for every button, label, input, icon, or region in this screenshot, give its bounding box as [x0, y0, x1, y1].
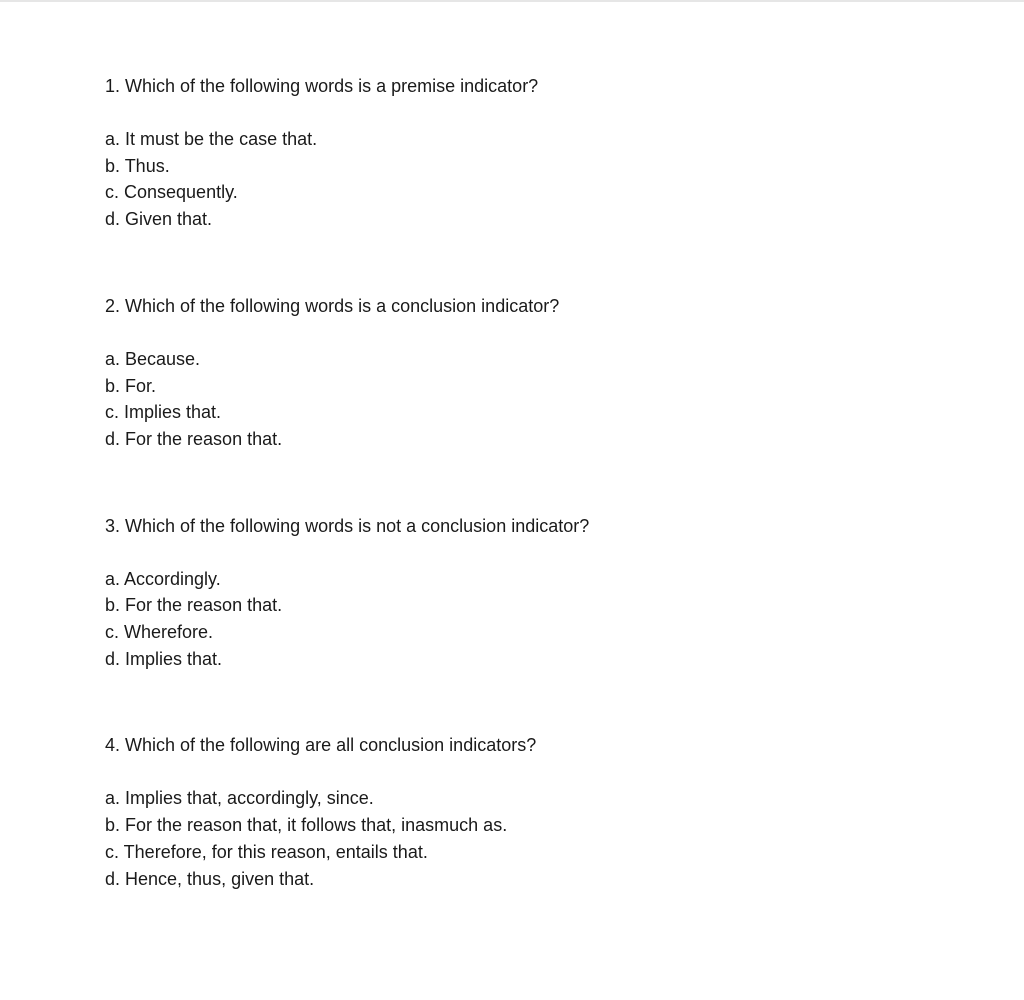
- question-text: 2. Which of the following words is a conclusion indicator?: [105, 295, 560, 316]
- answer-options: [105, 785, 985, 892]
- question-3: [105, 513, 985, 673]
- answer-options: [105, 566, 985, 673]
- option-d: d. Hence, thus, given that.: [105, 868, 315, 889]
- option-a: a. Because.: [105, 348, 201, 369]
- option-c: c. Wherefore.: [105, 622, 214, 643]
- answer-options: [105, 346, 985, 453]
- option-a: a. Implies that, accordingly, since.: [105, 788, 374, 809]
- question-2: [105, 293, 985, 453]
- option-d: d. Given that.: [105, 209, 213, 230]
- option-b: b. For the reason that, it follows that, inasmuch as.: [105, 815, 508, 836]
- document-page: [105, 73, 985, 892]
- option-b: b. Thus.: [105, 155, 170, 176]
- question-text: 4. Which of the following are all conclusion indicators?: [105, 735, 537, 756]
- question-text: 3. Which of the following words is not a conclusion indicator?: [105, 515, 590, 536]
- question-1: [105, 73, 985, 233]
- option-a: a. Accordingly.: [105, 568, 221, 589]
- option-d: d. For the reason that.: [105, 428, 283, 449]
- option-d: d. Implies that.: [105, 648, 223, 669]
- option-b: b. For.: [105, 375, 157, 396]
- option-c: c. Consequently.: [105, 182, 238, 203]
- answer-options: [105, 126, 985, 233]
- question-text: 1. Which of the following words is a premise indicator?: [105, 76, 539, 96]
- page-top-border: [0, 0, 1024, 2]
- option-c: c. Therefore, for this reason, entails that.: [105, 841, 428, 862]
- option-c: c. Implies that.: [105, 402, 222, 423]
- question-4: [105, 732, 985, 892]
- option-a: a. It must be the case that.: [105, 129, 318, 149]
- option-b: b. For the reason that.: [105, 595, 283, 616]
